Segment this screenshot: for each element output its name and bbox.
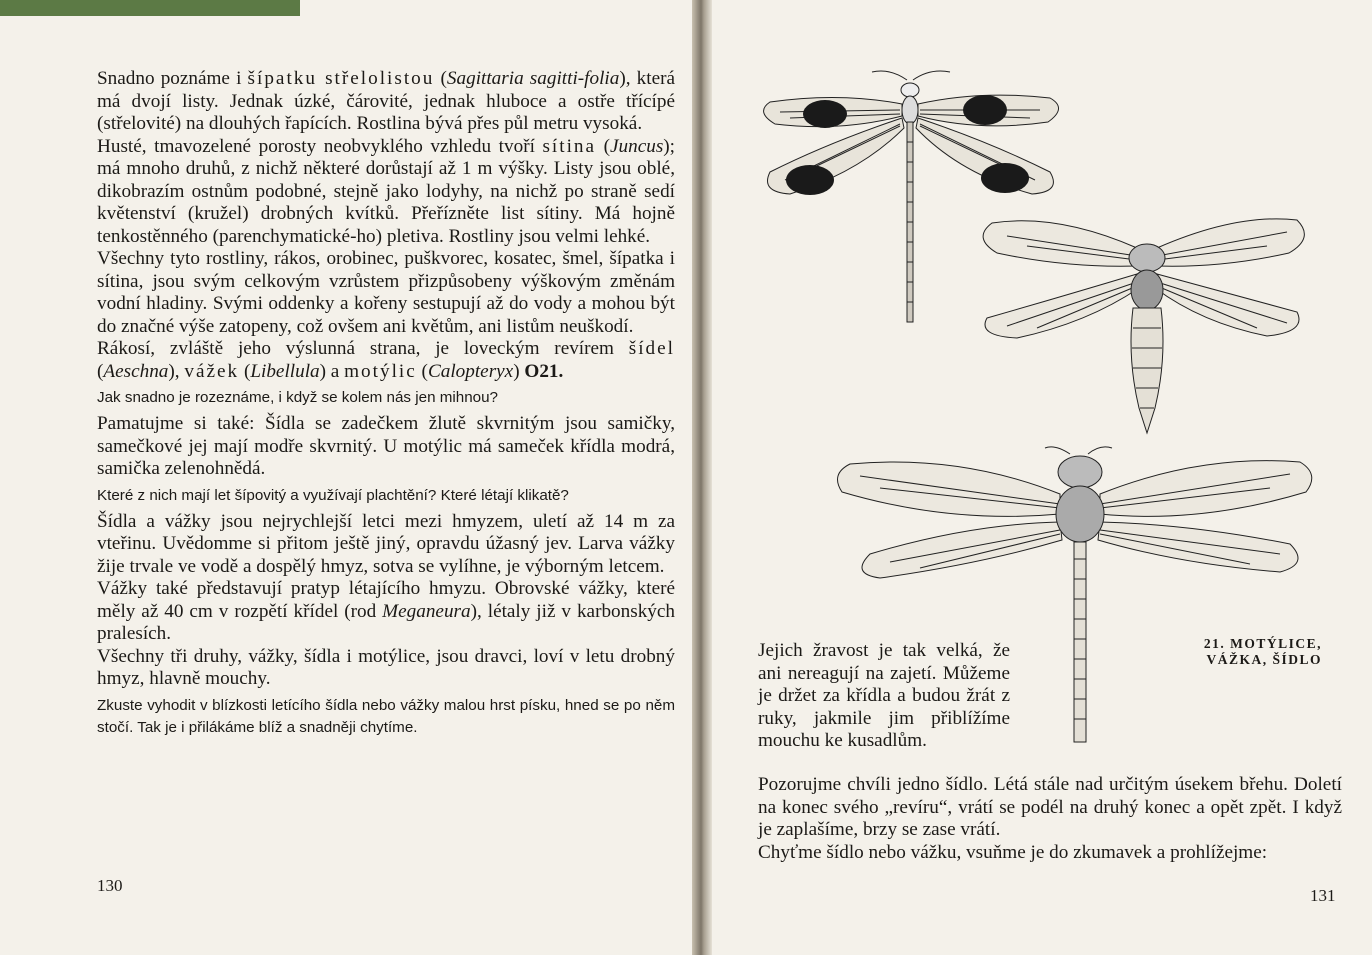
figure-ref: O21. [524,360,564,382]
latin-name: Aeschna [103,360,169,382]
body-paragraph [758,774,1342,842]
text-run: ( [97,360,104,382]
caption-line-1: 21. MOTÝLICE, [1203,636,1322,651]
text-run: Jak snadno je rozeznáme, i když se kolem nás jen mihnou? [97,389,498,406]
body-paragraph [97,511,675,579]
text-run: ), [168,360,185,382]
spaced-term: sítina [542,135,597,157]
text-run: Chyťme šídlo nebo vážku, vsuňme je do zkumavek a prohlížejme: [758,841,1268,863]
caption-line-2: VÁŽKA, ŠÍDLO [1206,652,1322,667]
text-run: Vážky také představují pratyp létajícího hmyzu. Obrovské vážky, které měly až 40 cm v rozpětí křídel (rod [97,578,675,622]
text-run: Rákosí, zvláště jeho výslunná strana, je loveckým revírem [97,338,629,359]
text-run: Snadno poznáme i [97,68,248,89]
text-run: Zkuste vyhodit v blízkosti letícího šídla nebo vážky malou hrst písku, hned se po něm stočí. Tak je i přilákáme blíž a snadněji chytíme. [97,696,675,736]
spaced-term: šípatku střelolistou [247,68,435,89]
cover-edge [0,0,300,16]
book-gutter [692,0,712,955]
text-run: ( [416,360,428,382]
latin-name: Libellula [250,360,320,382]
text-run: Které z nich mají let šípovitý a využívají plachtění? Které létají klikatě? [97,486,569,504]
latin-name: Calopteryx [427,360,514,382]
body-paragraph [97,646,675,691]
question-paragraph [97,485,675,507]
body-paragraph [97,338,675,383]
side-paragraph: Jejich žravost je tak velká, že ani nereagují na zajetí. Můžeme je držet za křídla a budou žrát z ruky, jakmile jim přiblížíme mouchu ke kusadlům. [758,640,1010,751]
right-page [712,0,1372,955]
question-paragraph [97,695,675,739]
spaced-term: šídel [628,338,675,359]
body-paragraph [97,248,675,338]
text-run: ), létaly již v karbonských pralesích. [97,600,675,644]
text-run: ( [596,135,610,157]
right-text-column [758,774,1342,864]
text-run: Pamatujme si také: Šídla se zadečkem žlutě skvrnitým jsou samičky, samečkové jej mají modře skvrnitý. U motýlic má sameček křídla modrá, samička zelenohnědá. [97,413,675,479]
body-paragraph [97,68,675,136]
latin-name: Juncus [610,135,664,157]
dragonfly-broad-body [967,208,1317,448]
page-number-right: 131 [1310,886,1336,905]
text-run: Pozorujme chvíli jedno šídlo. Létá stále nad určitým úsekem břehu. Doletí na konec svého „revíru“, vrátí se podél na druhý konec a opět zpět. I když je zaplašíme, brzy se zase vrátí. [758,774,1342,840]
left-text-column [97,68,675,743]
text-run: ) [513,360,525,382]
text-run: ); má mnoho druhů, z nichž některé dorůstají až 1 m výšky. Listy jsou oblé, dikobrazím ostnům podobné, stejně jako lodyhy, na nichž po straně sedí květenství (kružel) drobných kvítků. Přeřízněte list sítiny. Má hojně tenkostěnného (parenchymatické-ho) pletiva. Rostliny jsou velmi lehké. [97,135,676,247]
body-paragraph [97,136,675,249]
text-run: Všechny tyto rostliny, rákos, orobinec, puškvorec, kosatec, šmel, šípatka i sítina, jsou svým celkovým vzrůstem přizpůsobeny výškovým změnám vodní hladiny. Svými oddenky a kořeny sestupují až do vody a mohou být do značné výše zatopeny, což ovšem ani květům, ani listům neuškodí. [97,248,675,337]
body-paragraph [97,413,675,481]
page-number-left: 130 [97,876,123,895]
latin-name: Sagittaria sagitti-folia [446,68,620,89]
text-run: Šídla a vážky jsou nejrychlejší letci mezi hmyzem, uletí až 14 m za vteřinu. Uvědomme si přitom ještě jiný, opravdu úžasný jev. Larva vážky žije trvale ve vodě a dospělý hmyz, sotva se vylíhne, je výborným letcem. [97,510,675,577]
question-paragraph [97,387,675,409]
text-run: ( [239,360,251,382]
figure-caption [1152,636,1322,668]
text-run: ( [434,68,447,89]
latin-name: Meganeura [382,600,471,622]
text-run: ), která má dvojí listy. Jednak úzké, čárovité, jednak hluboce a ostře třícípé (střelovité) na dlouhých řapících. Rostlina bývá přes půl metru vysoká. [97,68,676,134]
text-run: Všechny tři druhy, vážky, šídla i motýlice, jsou dravci, loví v letu drobný hmyz, hlavně mouchy. [97,645,675,689]
body-paragraph [97,578,675,646]
text-run: Husté, tmavozelené porosty neobvyklého vzhledu tvoří [97,135,543,157]
spaced-term: motýlic [344,360,417,382]
body-paragraph [758,842,1342,865]
spaced-term: vážek [184,360,240,382]
text-run: ) a [319,360,345,382]
